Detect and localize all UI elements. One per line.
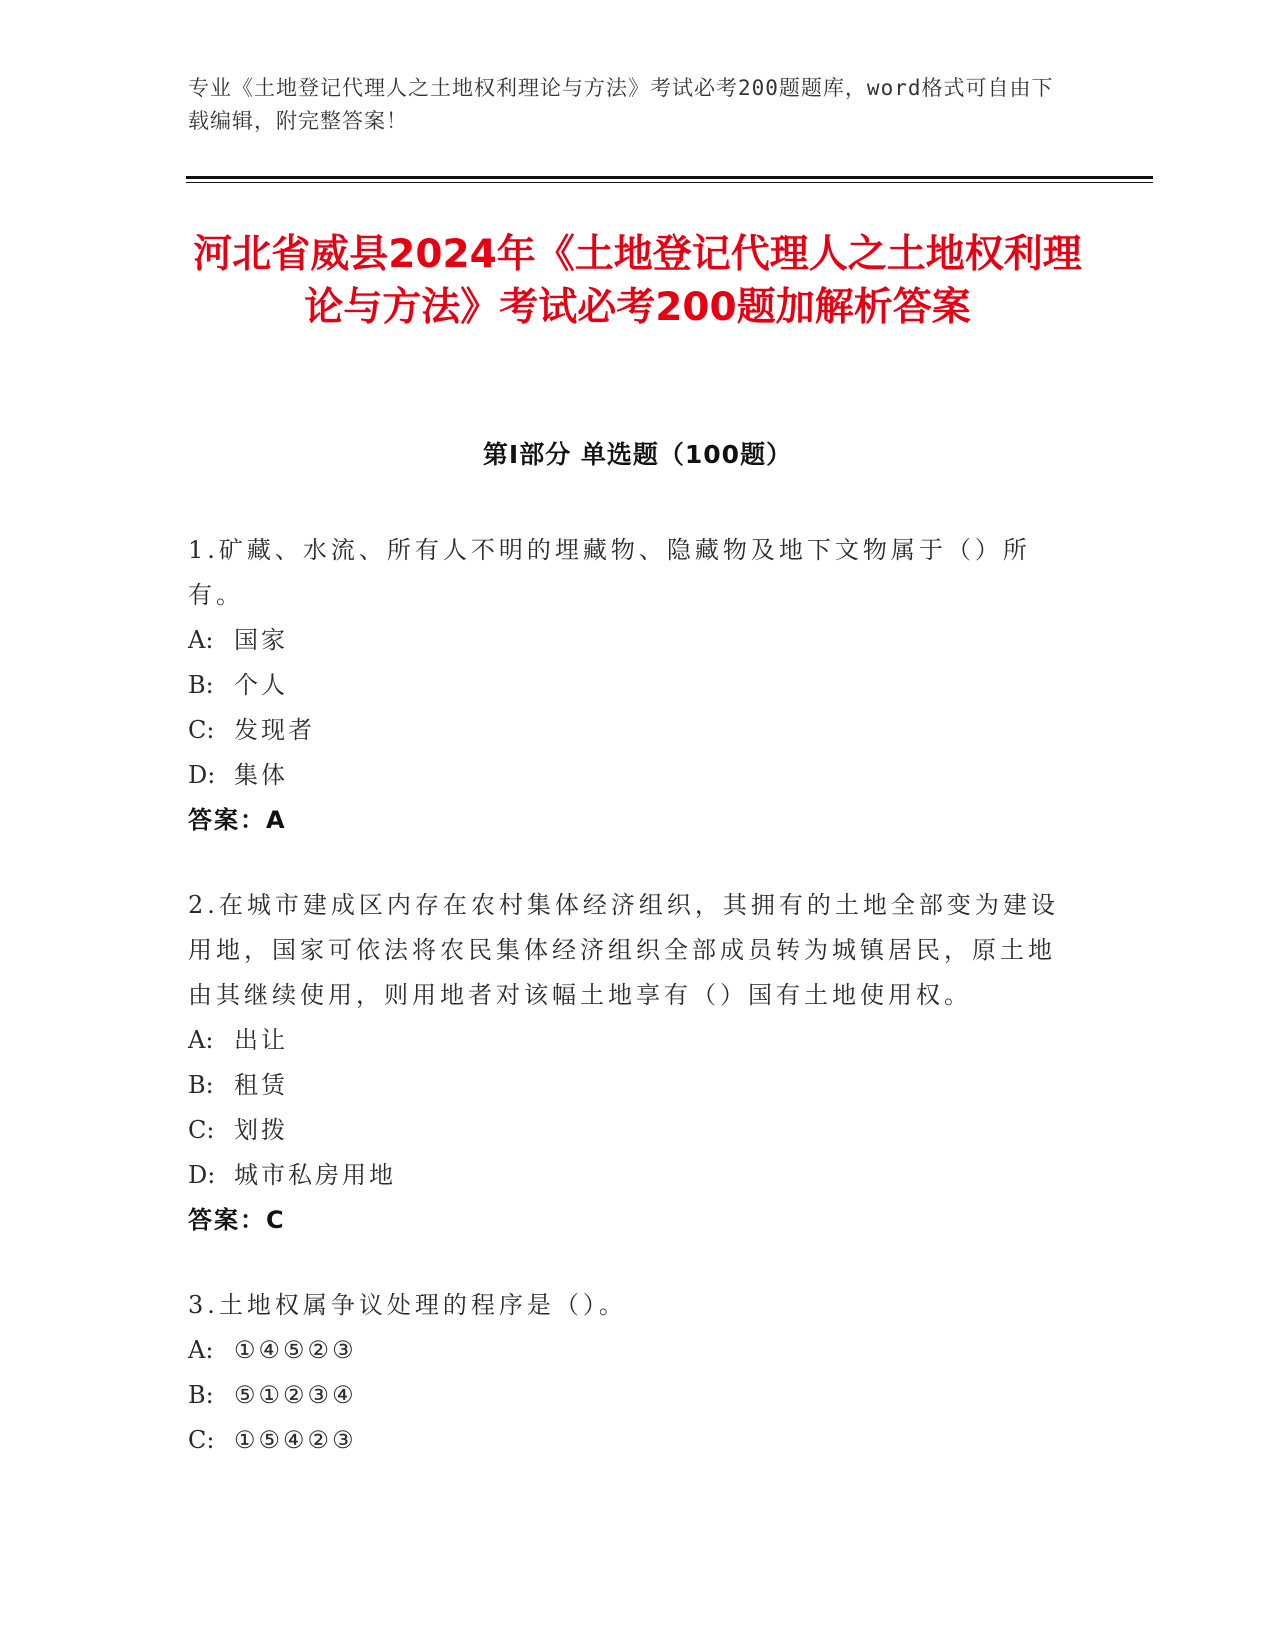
question-list [188, 528, 1068, 1503]
option-text: 发现者 [234, 716, 315, 744]
header-note: 专业《土地登记代理人之土地权利理论与方法》考试必考200题题库，word格式可自由下载编辑，附完整答案！ [188, 76, 1054, 133]
option-c [188, 708, 1068, 753]
option-d [188, 753, 1068, 798]
option-text: 租赁 [234, 1071, 288, 1099]
header-rule-thick [186, 176, 1153, 179]
option-key: D: [188, 761, 216, 789]
option-key: C: [188, 1426, 215, 1454]
option-key: B: [188, 1381, 214, 1409]
option-text: 国家 [234, 626, 288, 654]
option-b [188, 1063, 1068, 1108]
question-stem: 3.土地权属争议处理的程序是（）。 [188, 1291, 627, 1319]
question-stem: 1.矿藏、水流、所有人不明的埋藏物、隐藏物及地下文物属于（）所有。 [188, 536, 1031, 609]
question-2 [188, 883, 1068, 1243]
option-d [188, 1153, 1068, 1198]
option-key: C: [188, 716, 215, 744]
option-key: A: [188, 1336, 214, 1364]
header-rule-thin [186, 182, 1153, 183]
question-1 [188, 528, 1068, 843]
option-a [188, 1018, 1068, 1063]
option-key: B: [188, 671, 214, 699]
option-key: D: [188, 1161, 216, 1189]
answer-line: 答案：C [188, 1206, 286, 1234]
option-c [188, 1418, 1068, 1463]
option-key: A: [188, 626, 214, 654]
option-text: ①⑤④②③ [234, 1426, 357, 1454]
option-text: 集体 [234, 761, 288, 789]
option-a [188, 1328, 1068, 1373]
option-text: ①④⑤②③ [234, 1336, 357, 1364]
option-b [188, 663, 1068, 708]
answer-line: 答案：A [188, 806, 287, 834]
option-text: 出让 [234, 1026, 288, 1054]
option-text: 划拨 [234, 1116, 288, 1144]
option-key: C: [188, 1116, 215, 1144]
option-a [188, 618, 1068, 663]
option-key: B: [188, 1071, 214, 1099]
option-key: A: [188, 1026, 214, 1054]
document-title: 河北省威县2024年《土地登记代理人之土地权利理论与方法》考试必考200题加解析答案 [193, 232, 1082, 330]
question-3 [188, 1283, 1068, 1463]
option-b [188, 1373, 1068, 1418]
section-title: 第Ⅰ部分 单选题（100题） [482, 440, 793, 469]
option-c [188, 1108, 1068, 1153]
question-stem: 2.在城市建成区内存在农村集体经济组织，其拥有的土地全部变为建设用地，国家可依法将农民集体经济组织全部成员转为城镇居民，原土地由其继续使用，则用地者对该幅土地享有（）国有土地使用权。 [188, 891, 1059, 1009]
option-text: ⑤①②③④ [234, 1381, 357, 1409]
option-text: 城市私房用地 [234, 1161, 396, 1189]
option-text: 个人 [234, 671, 288, 699]
